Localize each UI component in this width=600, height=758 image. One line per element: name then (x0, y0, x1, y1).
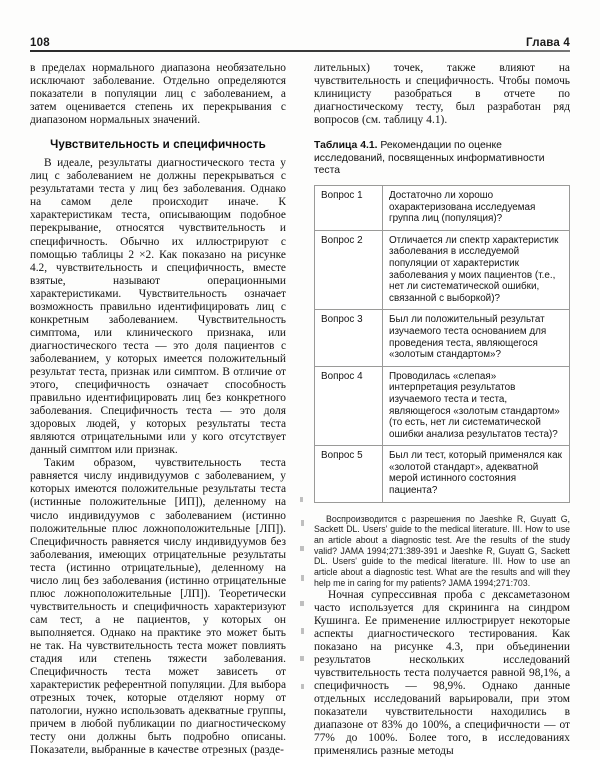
table-row (315, 230, 570, 310)
scan-artifact (300, 497, 303, 502)
running-head (30, 30, 570, 52)
table-caption-label: Таблица 4.1. (314, 140, 378, 152)
table-row (315, 310, 570, 366)
scan-artifact (301, 575, 304, 581)
scan-artifact (301, 520, 304, 526)
question-text: Отличается ли спектр характеристик заболевания в исследуемой популяции от характеристик заболевания у моих пациентов (т.е., нет ли систематической ошибки, связанной с выборкой)? (383, 230, 570, 310)
scan-artifact (300, 546, 304, 551)
question-text: Достаточно ли хорошо охарактеризована исследуемая группа лиц (популяция)? (383, 186, 570, 231)
question-label: Вопрос 5 (315, 446, 383, 502)
paragraph-continued: в пределах нормального диапазона необязательно исключают заболевание. Отдельно определяются показатели в популяции лиц с заболеванием, а затем оценивается степень их перекрывания с диапазоном нормальных значений. (30, 62, 286, 127)
section-heading: Чувствительность и специфичность (50, 138, 266, 152)
paragraph-continued: лительных) точек, также влияют на чувствительность и специфичность. Чтобы помочь клиницисту разобраться в отчете по диагностическому тесту, был разработан ряд вопросов (см. таблицу 4.1). (314, 62, 570, 127)
question-label: Вопрос 4 (315, 366, 383, 446)
right-column (314, 62, 570, 758)
recommendations-table (314, 185, 570, 503)
question-label: Вопрос 2 (315, 230, 383, 310)
table-caption-text: Рекомендации по оценке исследований, посвященных информативности теста (314, 140, 545, 177)
table-row (315, 446, 570, 502)
scan-artifact (300, 601, 304, 606)
table-caption (314, 140, 570, 178)
question-text: Проводилась «слепая» интерпретация результатов изучаемого теста и теста, являющегося «золотым стандартом» (то есть, нет ли систематической ошибки анализа результатов теста)? (383, 366, 570, 446)
paragraph: В идеале, результаты диагностического теста у лиц с заболеванием не должны перекрываться с результатами теста у лиц без заболевания. Однако на самом деле происходит иначе. К характеристикам теста, описывающим подобное перекрывание, относятся чувствительность и специфичность. Обычно их иллюстрируют с помощью таблицы 2 ×2. Как показано на рисунке 4.2, чувствительность и специфичность, вместе взятые, называют операционными характеристиками. Чувствительность означает возможность правильно идентифицировать лиц с конкретным заболеванием. Чувствительность симптома, или клинического признака, или диагностического теста — это доля пациентов с заболеванием, у которых имеется положительный результат теста, признак или симптом. В отличие от этого, специфичность означает способность правильно идентифицировать лиц без конкретного заболевания. Специфичность теста — это доля здоровых людей, у которых результаты теста являются отрицательными или у кого отсутствует данный симптом или признак. (30, 157, 286, 457)
header-rule (30, 50, 570, 52)
chapter-title: Глава 4 (526, 37, 570, 49)
table-row (315, 366, 570, 446)
paragraph: Ночная супрессивная проба с дексаметазоном часто используется для скрининга на синдром Кушинга. Ее применение иллюстрирует некоторые аспекты диагностического тестирования. Как показано на рисунке 4.3, при объединении результатов нескольких исследований чувствительность теста получается равной 98,1%, а специфичность — 98,9%. Однако данные отдельных исследований варьировали, при этом показатели чувствительности находились в диапазоне от 83% до 100%, а специфичности — от 77% до 100%. Более того, в исследованиях применялись разные методы (314, 588, 570, 758)
scan-artifact (300, 656, 304, 661)
left-column (30, 62, 286, 757)
question-text: Был ли тест, который применялся как «золотой стандарт», адекватной мерой истинного состояния пациента? (383, 446, 570, 502)
question-label: Вопрос 1 (315, 186, 383, 231)
table-row (315, 186, 570, 231)
paragraph: Таким образом, чувствительность теста равняется числу индивидуумов с заболеванием, у которых имеются положительные результаты теста (истинные положительные [ИП]), деленному на число индивидуумов с заболеванием (истинно положительные плюс ложноположительные [ЛП]). Специфичность равняется числу индивидуумов без заболевания, имеющих отрицательные результаты теста (истинно отрицательные), деленному на число лиц без заболевания (истинно отрицательные плюс ложноположительные [ЛП]). Теоретически чувствительность и специфичность характеризуют сам тест, а не пациентов, у которых он выполняется. Однако на практике это может быть не так. На чувствительность теста может повлиять стадия или степень тяжести заболевания. Специфичность теста может зависеть от характеристик референтной популяции. Для выбора отрезных точек, которые отделяют норму от патологии, нужно использовать адекватные группы, причем в любой публикации по диагностическому тесту они должны быть подробно описаны. Показатели, выбранные в качестве отрезных (разде- (30, 457, 286, 757)
table-body (315, 186, 570, 503)
question-label: Вопрос 3 (315, 310, 383, 366)
scan-artifact (301, 684, 304, 689)
source-note: Воспроизводится с разрешения по Jaeshke R, Guyatt G, Sackett DL. Users' guide to the medical literature. III. How to use an article about a diagnostic test. Are the results of the study valid? JAMA 1994;271:389-391 и Jaeshke R, Guyatt G, Sackett DL. Users' guide to the medical literature. III. How to use an article about a diagnostic test. What are the results and will they help me in caring for my patients? JAMA 1994;271:703. (314, 513, 570, 588)
question-text: Был ли положительный результат изучаемого теста основанием для проведения теста, являющегося «золотым стандартом»? (383, 310, 570, 366)
page-number: 108 (30, 37, 50, 49)
scan-artifact (301, 628, 304, 634)
